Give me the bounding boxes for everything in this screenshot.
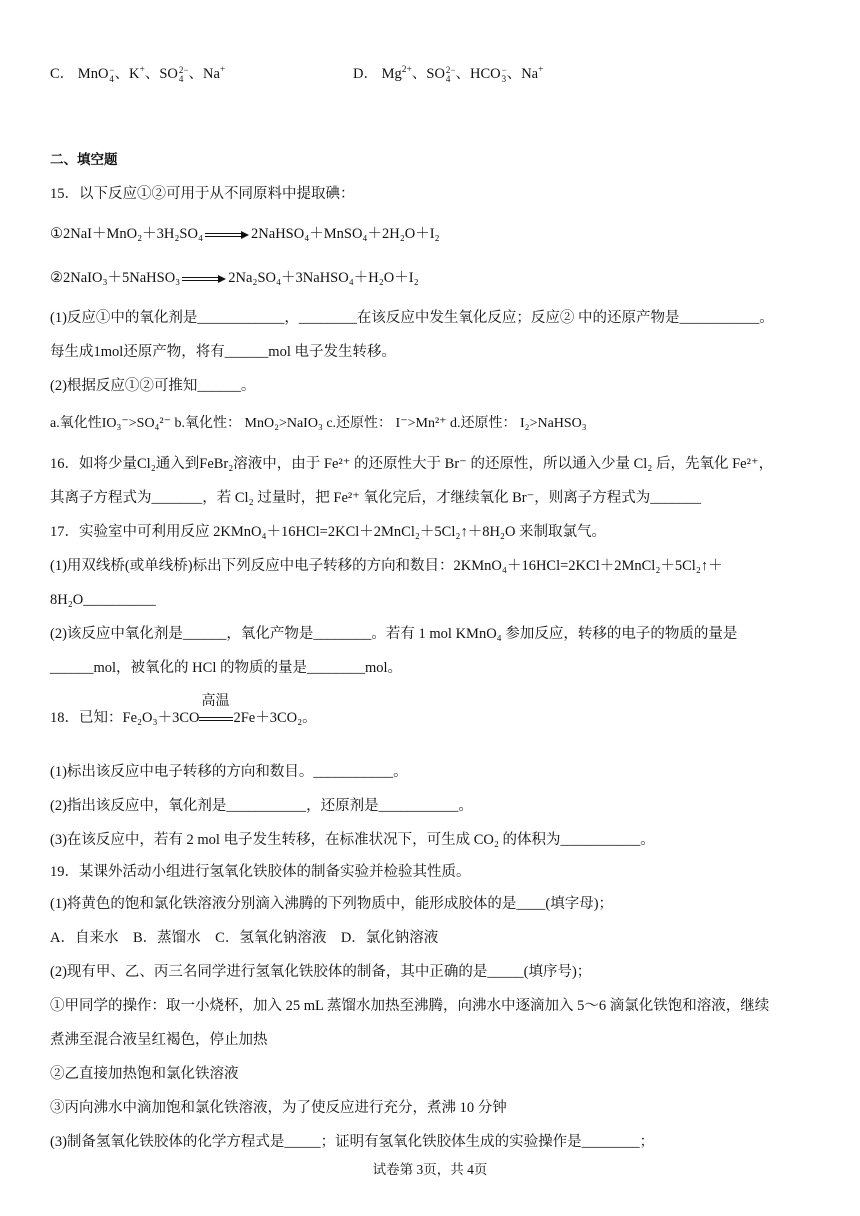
equation-right: 2Na₂SO₄＋3NaHSO₄＋H₂O＋I₂ [228, 270, 419, 286]
ion-magnesium: $Mg^{2+}$ [381, 65, 412, 82]
q19-step1-line1: ①甲同学的操作：取一小烧杯，加入 25 mL 蒸馏水加热至沸腾，向沸水中逐滴加入 5～6 滴氯化铁饱和溶液，继续 [50, 998, 770, 1014]
reaction-arrow-icon [205, 230, 249, 240]
page-footer: 试卷第 3页，共 4页 [372, 1162, 488, 1177]
q15-part1-line1: (1)反应①中的氧化剂是____________，________在该反应中发生氧化反应；反应② 中的还原产物是___________。 [50, 310, 774, 326]
separator: 、 [506, 66, 522, 82]
ion-potassium: K+ [129, 65, 145, 82]
ion-sodium: Na+ [521, 65, 544, 82]
separator: 、 [455, 66, 470, 82]
q19-part3: (3)制备氢氧化铁胶体的化学方程式是_____；证明有氢氧化铁胶体生成的实验操作是________； [50, 1134, 655, 1150]
q19-part2: (2)现有甲、乙、丙三名同学进行氢氧化铁胶体的制备，其中正确的是_____(填序号)； [50, 964, 592, 980]
q18-part1: (1)标出该反应中电子转移的方向和数目。___________。 [50, 764, 408, 780]
q17-part1-line2: 8H₂O__________ [50, 592, 156, 608]
equation-right: 2Fe＋3CO₂。 [233, 710, 317, 726]
q19-part1: (1)将黄色的饱和氯化铁溶液分别滴入沸腾的下列物质中，能形成胶体的是____(填字母)； [50, 896, 614, 912]
option-d-label: D． [353, 66, 378, 82]
ion-bicarbonate: HCO − 3 [470, 64, 507, 84]
q15-equation-2 [50, 268, 419, 288]
ion-sulfate: SO 2− 4 [159, 64, 189, 84]
q18-part2: (2)指出该反应中，氧化剂是___________，还原剂是___________。 [50, 798, 473, 814]
q15-choices: a.氧化性IO₃⁻>SO₄²⁻ b.氧化性： MnO₂>NaIO₃ c.还原性： I⁻>Mn²⁺ d.还原性： I₂>NaHSO₃ [50, 416, 587, 431]
q19-options: A．自来水 B．蒸馏水 C．氢氧化钠溶液 D．氯化钠溶液 [50, 930, 439, 946]
equation-left: 18．已知：Fe₂O₃＋3CO [50, 710, 200, 726]
ion-permanganate: MnO − 4 [77, 64, 115, 84]
separator: 、 [188, 66, 203, 82]
q15-stem: 15．以下反应①②可用于从不同原料中提取碘： [50, 186, 355, 202]
separator: 、 [144, 66, 160, 82]
q19-step1-line2: 煮沸至混合液呈红褐色，停止加热 [50, 1032, 268, 1048]
q17-stem: 17．实验室中可利用反应 2KMnO₄＋16HCl=2KCl＋2MnCl₂＋5Cl₂↑＋8H₂O 来制取氯气。 [50, 524, 607, 540]
section-title: 二、填空题 [50, 152, 118, 168]
equation-left: ②2NaIO₃＋5NaHSO₃ [50, 270, 181, 286]
condition-label: 高温 [201, 692, 230, 709]
equation-right: 2NaHSO₄＋MnSO₄＋2H₂O＋I₂ [251, 226, 440, 242]
q17-part2-line1: (2)该反应中氧化剂是______，氧化产物是________。若有 1 mol KMnO₄ 参加反应，转移的电子的物质的量是 [50, 626, 738, 642]
option-c-label: C． [50, 66, 75, 82]
q19-step2: ②乙直接加热饱和氯化铁溶液 [50, 1066, 239, 1082]
q15-equation-1 [50, 224, 440, 244]
ion-sulfate: SO 2− 4 [426, 64, 456, 84]
q18-stem [50, 692, 317, 729]
separator: 、 [114, 66, 129, 82]
separator: 、 [411, 66, 427, 82]
option-c [50, 64, 225, 84]
q16-line1: 16．如将少量Cl₂通入到FeBr₂溶液中，由于 Fe²⁺ 的还原性大于 Br⁻ 的还原性，所以通入少量 Cl₂ 后，先氧化 Fe²⁺， [50, 456, 774, 472]
q19-step3: ③丙向沸水中滴加饱和氯化铁溶液，为了使反应进行充分，煮沸 10 分钟 [50, 1100, 507, 1116]
q18-part3: (3)在该反应中，若有 2 mol 电子发生转移，在标准状况下，可生成 CO₂ 的体积为___________。 [50, 832, 655, 848]
q17-part2-line2: ______mol，被氧化的 HCl 的物质的量是________mol。 [50, 660, 403, 676]
ion-sodium: Na+ [202, 65, 226, 82]
q16-line2: 其离子方程式为_______，若 Cl₂ 过量时，把 Fe²⁺ 氧化完后，才继续氧化 Br⁻，则离子方程式为_______ [50, 490, 702, 506]
q15-part2: (2)根据反应①②可推知______。 [50, 378, 256, 394]
option-d [353, 64, 543, 84]
reaction-arrow-icon [182, 274, 226, 284]
equation-left: ①2NaI＋MnO₂＋3H₂SO₄ [50, 226, 204, 242]
q19-stem: 19．某课外活动小组进行氢氧化铁胶体的制备实验并检验其性质。 [50, 864, 471, 880]
q17-part1-line1: (1)用双线桥(或单线桥)标出下列反应中电子转移的方向和数目：2KMnO₄＋16HCl=2KCl＋2MnCl₂＋5Cl₂↑＋ [50, 558, 723, 574]
q15-part1-line2: 每生成1mol还原产物，将有______mol 电子发生转移。 [50, 344, 396, 360]
reaction-condition [199, 692, 233, 729]
